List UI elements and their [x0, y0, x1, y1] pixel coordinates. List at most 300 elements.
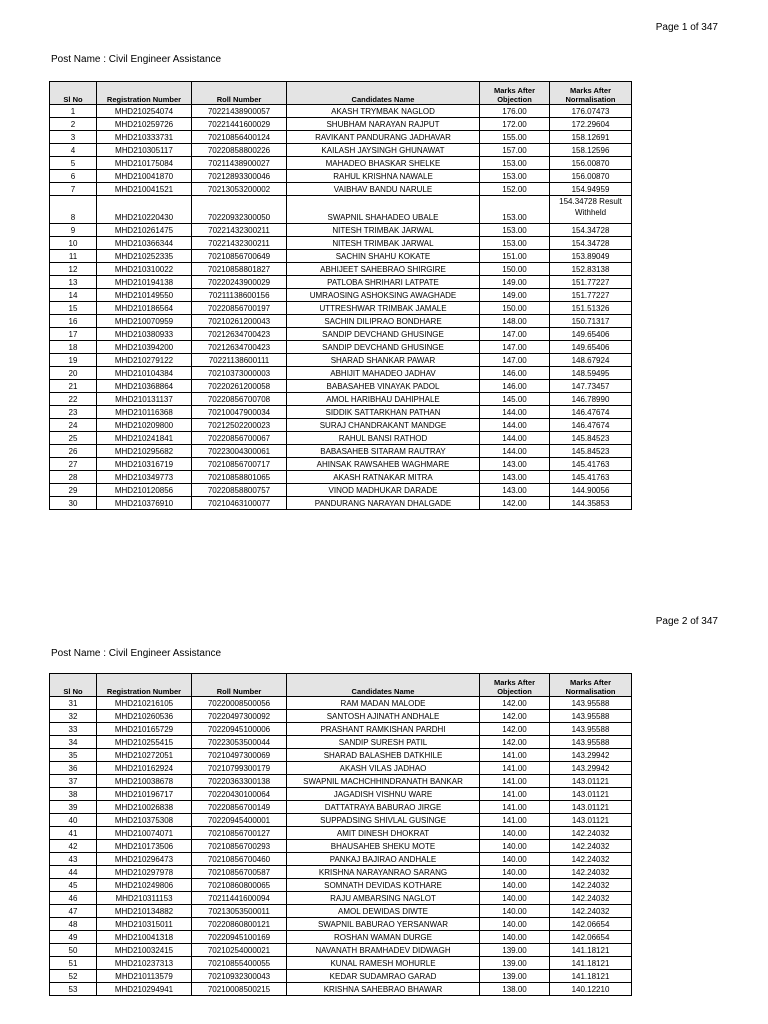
cell-marks-after-normalisation: 151.51326: [550, 302, 632, 315]
cell-sl-no: 18: [50, 341, 97, 354]
table-header-row: [50, 674, 632, 697]
cell-roll-number: 70221432300211: [192, 224, 287, 237]
cell-roll-number: 70210856700649: [192, 250, 287, 263]
cell-roll-number: 70220497300092: [192, 710, 287, 723]
cell-candidate-name: VAIBHAV BANDU NARULE: [287, 183, 480, 196]
table-row: [50, 905, 632, 918]
cell-roll-number: 70220856700197: [192, 302, 287, 315]
cell-marks-after-objection: 141.00: [480, 801, 550, 814]
header-candidates-name: Candidates Name: [287, 82, 480, 105]
cell-sl-no: 27: [50, 458, 97, 471]
table-row: [50, 879, 632, 892]
cell-marks-after-normalisation: 154.34728 Result Withheld: [550, 196, 632, 224]
cell-marks-after-normalisation: 149.65406: [550, 341, 632, 354]
cell-marks-after-objection: 140.00: [480, 892, 550, 905]
cell-marks-after-normalisation: 144.90056: [550, 484, 632, 497]
cell-sl-no: 24: [50, 419, 97, 432]
cell-marks-after-objection: 138.00: [480, 983, 550, 996]
cell-candidate-name: ROSHAN WAMAN DURGE: [287, 931, 480, 944]
cell-registration-number: MHD210134882: [97, 905, 192, 918]
table-row: [50, 458, 632, 471]
cell-marks-after-objection: 145.00: [480, 393, 550, 406]
table-row: [50, 445, 632, 458]
cell-registration-number: MHD210113579: [97, 970, 192, 983]
table-row: [50, 224, 632, 237]
cell-candidate-name: RAHUL BANSI RATHOD: [287, 432, 480, 445]
page-2: [0, 596, 768, 1024]
cell-registration-number: MHD210131137: [97, 393, 192, 406]
cell-sl-no: 40: [50, 814, 97, 827]
cell-sl-no: 46: [50, 892, 97, 905]
table-row: [50, 866, 632, 879]
cell-registration-number: MHD210380933: [97, 328, 192, 341]
cell-marks-after-objection: 141.00: [480, 788, 550, 801]
cell-sl-no: 23: [50, 406, 97, 419]
post-name: Post Name : Civil Engineer Assistance: [51, 648, 222, 659]
cell-roll-number: 70213053500011: [192, 905, 287, 918]
cell-candidate-name: ABHIJIT MAHADEO JADHAV: [287, 367, 480, 380]
cell-marks-after-normalisation: 143.01121: [550, 814, 632, 827]
cell-registration-number: MHD210120856: [97, 484, 192, 497]
cell-registration-number: MHD210162924: [97, 762, 192, 775]
cell-candidate-name: NAVANATH BRAMHADEV DIDWAGH: [287, 944, 480, 957]
table-row: [50, 931, 632, 944]
table-row: [50, 328, 632, 341]
cell-registration-number: MHD210366344: [97, 237, 192, 250]
cell-candidate-name: KRISHNA SAHEBRAO BHAWAR: [287, 983, 480, 996]
cell-sl-no: 22: [50, 393, 97, 406]
table-row: [50, 762, 632, 775]
cell-marks-after-objection: 144.00: [480, 445, 550, 458]
cell-sl-no: 10: [50, 237, 97, 250]
table-row: [50, 697, 632, 710]
cell-marks-after-normalisation: 143.95588: [550, 736, 632, 749]
cell-roll-number: 70210856400124: [192, 131, 287, 144]
cell-marks-after-objection: 141.00: [480, 749, 550, 762]
table-body: [50, 105, 632, 510]
cell-registration-number: MHD210294941: [97, 983, 192, 996]
header-registration-number: Registration Number: [97, 82, 192, 105]
header-marks-after-objection: Marks After Objection: [480, 82, 550, 105]
cell-registration-number: MHD210070959: [97, 315, 192, 328]
cell-sl-no: 16: [50, 315, 97, 328]
cell-marks-after-objection: 139.00: [480, 970, 550, 983]
cell-marks-after-normalisation: 143.95588: [550, 697, 632, 710]
cell-registration-number: MHD210074071: [97, 827, 192, 840]
table-row: [50, 341, 632, 354]
cell-roll-number: 70210860800065: [192, 879, 287, 892]
cell-marks-after-objection: 151.00: [480, 250, 550, 263]
table-row: [50, 196, 632, 224]
cell-sl-no: 4: [50, 144, 97, 157]
cell-marks-after-objection: 147.00: [480, 354, 550, 367]
cell-marks-after-objection: 142.00: [480, 497, 550, 510]
table-row: [50, 918, 632, 931]
cell-sl-no: 25: [50, 432, 97, 445]
cell-registration-number: MHD210333731: [97, 131, 192, 144]
cell-registration-number: MHD210241841: [97, 432, 192, 445]
cell-roll-number: 70210497300069: [192, 749, 287, 762]
cell-roll-number: 70220945100169: [192, 931, 287, 944]
cell-sl-no: 6: [50, 170, 97, 183]
cell-sl-no: 35: [50, 749, 97, 762]
cell-registration-number: MHD210254074: [97, 105, 192, 118]
cell-roll-number: 70211441600094: [192, 892, 287, 905]
cell-candidate-name: SOMNATH DEVIDAS KOTHARE: [287, 879, 480, 892]
cell-marks-after-objection: 140.00: [480, 853, 550, 866]
cell-registration-number: MHD210032415: [97, 944, 192, 957]
cell-candidate-name: KUNAL RAMESH MOHURLE: [287, 957, 480, 970]
cell-registration-number: MHD210220430: [97, 196, 192, 224]
cell-candidate-name: KAILASH JAYSINGH GHUNAWAT: [287, 144, 480, 157]
table-row: [50, 983, 632, 996]
cell-marks-after-normalisation: 143.01121: [550, 801, 632, 814]
cell-candidate-name: AMOL HARIBHAU DAHIPHALE: [287, 393, 480, 406]
cell-marks-after-normalisation: 158.12596: [550, 144, 632, 157]
cell-marks-after-normalisation: 142.24032: [550, 905, 632, 918]
cell-marks-after-objection: 140.00: [480, 918, 550, 931]
cell-roll-number: 70210855400055: [192, 957, 287, 970]
cell-marks-after-normalisation: 143.29942: [550, 762, 632, 775]
cell-roll-number: 70220860800121: [192, 918, 287, 931]
header-registration-number: Registration Number: [97, 674, 192, 697]
cell-marks-after-objection: 140.00: [480, 827, 550, 840]
cell-marks-after-objection: 144.00: [480, 419, 550, 432]
cell-sl-no: 15: [50, 302, 97, 315]
cell-marks-after-normalisation: 145.84523: [550, 445, 632, 458]
cell-marks-after-normalisation: 148.59495: [550, 367, 632, 380]
cell-marks-after-normalisation: 176.07473: [550, 105, 632, 118]
cell-marks-after-objection: 149.00: [480, 289, 550, 302]
table-body: [50, 697, 632, 996]
table-row: [50, 105, 632, 118]
cell-marks-after-normalisation: 143.01121: [550, 775, 632, 788]
cell-marks-after-objection: 153.00: [480, 170, 550, 183]
cell-marks-after-objection: 142.00: [480, 723, 550, 736]
cell-roll-number: 70223004300061: [192, 445, 287, 458]
cell-marks-after-objection: 142.00: [480, 736, 550, 749]
cell-marks-after-objection: 147.00: [480, 341, 550, 354]
cell-candidate-name: UTTRESHWAR TRIMBAK JAMALE: [287, 302, 480, 315]
table-row: [50, 118, 632, 131]
table-row: [50, 736, 632, 749]
cell-marks-after-normalisation: 154.34728: [550, 224, 632, 237]
cell-marks-after-normalisation: 152.83138: [550, 263, 632, 276]
cell-marks-after-normalisation: 140.12210: [550, 983, 632, 996]
cell-roll-number: 70210856700460: [192, 853, 287, 866]
cell-candidate-name: SWAPNIL MACHCHHINDRANATH BANKAR: [287, 775, 480, 788]
cell-marks-after-normalisation: 142.24032: [550, 840, 632, 853]
cell-sl-no: 44: [50, 866, 97, 879]
cell-roll-number: 70210254000021: [192, 944, 287, 957]
cell-marks-after-objection: 172.00: [480, 118, 550, 131]
cell-candidate-name: SURAJ CHANDRAKANT MANDGE: [287, 419, 480, 432]
cell-roll-number: 70221438900057: [192, 105, 287, 118]
table-row: [50, 302, 632, 315]
cell-roll-number: 70220858800226: [192, 144, 287, 157]
cell-marks-after-objection: 153.00: [480, 237, 550, 250]
cell-roll-number: 70220008500056: [192, 697, 287, 710]
table-row: [50, 367, 632, 380]
cell-candidate-name: UMRAOSING ASHOKSING AWAGHADE: [287, 289, 480, 302]
cell-candidate-name: KEDAR SUDAMRAO GARAD: [287, 970, 480, 983]
cell-marks-after-normalisation: 141.18121: [550, 944, 632, 957]
cell-sl-no: 17: [50, 328, 97, 341]
cell-sl-no: 33: [50, 723, 97, 736]
cell-candidate-name: SHUBHAM NARAYAN RAJPUT: [287, 118, 480, 131]
cell-registration-number: MHD210279122: [97, 354, 192, 367]
cell-registration-number: MHD210261475: [97, 224, 192, 237]
cell-marks-after-objection: 146.00: [480, 367, 550, 380]
cell-sl-no: 48: [50, 918, 97, 931]
table-row: [50, 237, 632, 250]
cell-roll-number: 70210856700127: [192, 827, 287, 840]
cell-candidate-name: AKASH VILAS JADHAO: [287, 762, 480, 775]
table-row: [50, 131, 632, 144]
table-row: [50, 380, 632, 393]
cell-marks-after-normalisation: 141.18121: [550, 970, 632, 983]
cell-marks-after-normalisation: 154.34728: [550, 237, 632, 250]
cell-registration-number: MHD210296473: [97, 853, 192, 866]
cell-sl-no: 41: [50, 827, 97, 840]
table-row: [50, 944, 632, 957]
cell-sl-no: 1: [50, 105, 97, 118]
cell-candidate-name: RAVIKANT PANDURANG JADHAVAR: [287, 131, 480, 144]
cell-roll-number: 70220856700149: [192, 801, 287, 814]
cell-roll-number: 70223053500044: [192, 736, 287, 749]
cell-marks-after-normalisation: 151.77227: [550, 276, 632, 289]
cell-marks-after-normalisation: 146.47674: [550, 406, 632, 419]
cell-candidate-name: ABHIJEET SAHEBRAO SHIRGIRE: [287, 263, 480, 276]
cell-sl-no: 2: [50, 118, 97, 131]
cell-registration-number: MHD210375308: [97, 814, 192, 827]
table-row: [50, 814, 632, 827]
cell-candidate-name: KRISHNA NARAYANRAO SARANG: [287, 866, 480, 879]
cell-sl-no: 45: [50, 879, 97, 892]
table-row: [50, 853, 632, 866]
cell-marks-after-objection: 153.00: [480, 196, 550, 224]
cell-marks-after-objection: 149.00: [480, 276, 550, 289]
cell-roll-number: 70221432300211: [192, 237, 287, 250]
cell-roll-number: 70220856700708: [192, 393, 287, 406]
cell-sl-no: 14: [50, 289, 97, 302]
cell-sl-no: 50: [50, 944, 97, 957]
cell-marks-after-normalisation: 145.41763: [550, 471, 632, 484]
cell-candidate-name: SACHIN SHAHU KOKATE: [287, 250, 480, 263]
cell-sl-no: 36: [50, 762, 97, 775]
cell-marks-after-objection: 140.00: [480, 840, 550, 853]
cell-roll-number: 70210858801065: [192, 471, 287, 484]
cell-marks-after-normalisation: 141.18121: [550, 957, 632, 970]
cell-marks-after-normalisation: 143.95588: [550, 710, 632, 723]
cell-registration-number: MHD210311153: [97, 892, 192, 905]
cell-sl-no: 37: [50, 775, 97, 788]
cell-registration-number: MHD210038678: [97, 775, 192, 788]
cell-marks-after-objection: 176.00: [480, 105, 550, 118]
cell-registration-number: MHD210295682: [97, 445, 192, 458]
results-table: [49, 81, 632, 510]
cell-marks-after-normalisation: 143.01121: [550, 788, 632, 801]
cell-marks-after-normalisation: 142.24032: [550, 853, 632, 866]
cell-sl-no: 12: [50, 263, 97, 276]
cell-marks-after-normalisation: 144.35853: [550, 497, 632, 510]
cell-candidate-name: SANDIP DEVCHAND GHUSINGE: [287, 328, 480, 341]
table-row: [50, 840, 632, 853]
table-row: [50, 892, 632, 905]
cell-marks-after-objection: 144.00: [480, 406, 550, 419]
table-row: [50, 723, 632, 736]
header-marks-after-normalisation: Marks After Normalisation: [550, 82, 632, 105]
cell-sl-no: 26: [50, 445, 97, 458]
cell-registration-number: MHD210315011: [97, 918, 192, 931]
table-row: [50, 484, 632, 497]
table-row: [50, 419, 632, 432]
cell-registration-number: MHD210310022: [97, 263, 192, 276]
cell-registration-number: MHD210041870: [97, 170, 192, 183]
cell-marks-after-objection: 139.00: [480, 957, 550, 970]
cell-marks-after-normalisation: 150.71317: [550, 315, 632, 328]
cell-sl-no: 7: [50, 183, 97, 196]
table-row: [50, 183, 632, 196]
cell-sl-no: 49: [50, 931, 97, 944]
cell-candidate-name: AMOL DEWIDAS DIWTE: [287, 905, 480, 918]
cell-marks-after-normalisation: 146.78990: [550, 393, 632, 406]
cell-registration-number: MHD210116368: [97, 406, 192, 419]
header-marks-after-normalisation: Marks After Normalisation: [550, 674, 632, 697]
table-row: [50, 970, 632, 983]
cell-roll-number: 70212893300046: [192, 170, 287, 183]
table-row: [50, 354, 632, 367]
cell-roll-number: 70211138600156: [192, 289, 287, 302]
cell-registration-number: MHD210041521: [97, 183, 192, 196]
cell-marks-after-objection: 150.00: [480, 263, 550, 276]
cell-roll-number: 70220945100006: [192, 723, 287, 736]
cell-roll-number: 70220858800757: [192, 484, 287, 497]
cell-registration-number: MHD210173506: [97, 840, 192, 853]
cell-candidate-name: AKASH TRYMBAK NAGLOD: [287, 105, 480, 118]
table-row: [50, 957, 632, 970]
cell-sl-no: 34: [50, 736, 97, 749]
cell-marks-after-normalisation: 142.24032: [550, 866, 632, 879]
cell-roll-number: 70211438900027: [192, 157, 287, 170]
table-row: [50, 749, 632, 762]
cell-marks-after-objection: 147.00: [480, 328, 550, 341]
cell-marks-after-objection: 139.00: [480, 944, 550, 957]
cell-marks-after-objection: 150.00: [480, 302, 550, 315]
header-candidates-name: Candidates Name: [287, 674, 480, 697]
table-row: [50, 170, 632, 183]
table-row: [50, 289, 632, 302]
cell-sl-no: 30: [50, 497, 97, 510]
table-row: [50, 801, 632, 814]
cell-marks-after-objection: 141.00: [480, 762, 550, 775]
cell-sl-no: 43: [50, 853, 97, 866]
cell-candidate-name: NITESH TRIMBAK JARWAL: [287, 224, 480, 237]
cell-marks-after-normalisation: 142.06654: [550, 931, 632, 944]
cell-candidate-name: AKASH RATNAKAR MITRA: [287, 471, 480, 484]
table-row: [50, 250, 632, 263]
cell-marks-after-objection: 152.00: [480, 183, 550, 196]
cell-candidate-name: VINOD MADHUKAR DARADE: [287, 484, 480, 497]
cell-sl-no: 53: [50, 983, 97, 996]
cell-registration-number: MHD210041318: [97, 931, 192, 944]
header-marks-after-objection: Marks After Objection: [480, 674, 550, 697]
cell-candidate-name: JAGADISH VISHNU WARE: [287, 788, 480, 801]
cell-registration-number: MHD210165729: [97, 723, 192, 736]
table-row: [50, 710, 632, 723]
cell-roll-number: 70210858801827: [192, 263, 287, 276]
cell-marks-after-normalisation: 145.41763: [550, 458, 632, 471]
cell-sl-no: 29: [50, 484, 97, 497]
cell-roll-number: 70210932300043: [192, 970, 287, 983]
cell-candidate-name: AMIT DINESH DHOKRAT: [287, 827, 480, 840]
table-header-row: [50, 82, 632, 105]
cell-candidate-name: PANDURANG NARAYAN DHALGADE: [287, 497, 480, 510]
cell-candidate-name: SANDIP SURESH PATIL: [287, 736, 480, 749]
cell-marks-after-normalisation: 156.00870: [550, 157, 632, 170]
cell-sl-no: 38: [50, 788, 97, 801]
cell-roll-number: 70210463100077: [192, 497, 287, 510]
cell-candidate-name: SWAPNIL SHAHADEO UBALE: [287, 196, 480, 224]
cell-roll-number: 70212502200023: [192, 419, 287, 432]
cell-sl-no: 11: [50, 250, 97, 263]
cell-marks-after-objection: 157.00: [480, 144, 550, 157]
cell-candidate-name: SANTOSH AJINATH ANDHALE: [287, 710, 480, 723]
cell-candidate-name: NITESH TRIMBAK JARWAL: [287, 237, 480, 250]
cell-registration-number: MHD210305117: [97, 144, 192, 157]
cell-roll-number: 70212634700423: [192, 328, 287, 341]
cell-marks-after-normalisation: 154.94959: [550, 183, 632, 196]
cell-roll-number: 70210856700717: [192, 458, 287, 471]
results-table: [49, 673, 632, 996]
cell-marks-after-objection: 153.00: [480, 157, 550, 170]
cell-candidate-name: RAM MADAN MALODE: [287, 697, 480, 710]
post-name: Post Name : Civil Engineer Assistance: [51, 54, 222, 65]
cell-roll-number: 70221138600111: [192, 354, 287, 367]
cell-marks-after-objection: 142.00: [480, 697, 550, 710]
cell-marks-after-objection: 143.00: [480, 484, 550, 497]
cell-registration-number: MHD210249806: [97, 879, 192, 892]
cell-registration-number: MHD210175084: [97, 157, 192, 170]
table-row: [50, 788, 632, 801]
cell-registration-number: MHD210252335: [97, 250, 192, 263]
cell-candidate-name: SANDIP DEVCHAND GHUSINGE: [287, 341, 480, 354]
cell-sl-no: 19: [50, 354, 97, 367]
cell-marks-after-objection: 140.00: [480, 905, 550, 918]
cell-roll-number: 70221441600029: [192, 118, 287, 131]
cell-sl-no: 9: [50, 224, 97, 237]
cell-registration-number: MHD210272051: [97, 749, 192, 762]
cell-registration-number: MHD210104384: [97, 367, 192, 380]
header-roll-number: Roll Number: [192, 674, 287, 697]
cell-candidate-name: SHARAD SHANKAR PAWAR: [287, 354, 480, 367]
cell-registration-number: MHD210376910: [97, 497, 192, 510]
cell-candidate-name: RAJU AMBARSING NAGLOT: [287, 892, 480, 905]
cell-roll-number: 70220261200058: [192, 380, 287, 393]
cell-registration-number: MHD210186564: [97, 302, 192, 315]
cell-marks-after-objection: 140.00: [480, 931, 550, 944]
header-sl-no: Sl No: [50, 82, 97, 105]
cell-roll-number: 70210856700293: [192, 840, 287, 853]
header-roll-number: Roll Number: [192, 82, 287, 105]
cell-candidate-name: SUPPADSING SHIVLAL GUSINGE: [287, 814, 480, 827]
cell-sl-no: 51: [50, 957, 97, 970]
cell-registration-number: MHD210196717: [97, 788, 192, 801]
cell-marks-after-objection: 141.00: [480, 814, 550, 827]
cell-registration-number: MHD210209800: [97, 419, 192, 432]
cell-marks-after-objection: 142.00: [480, 710, 550, 723]
cell-sl-no: 42: [50, 840, 97, 853]
